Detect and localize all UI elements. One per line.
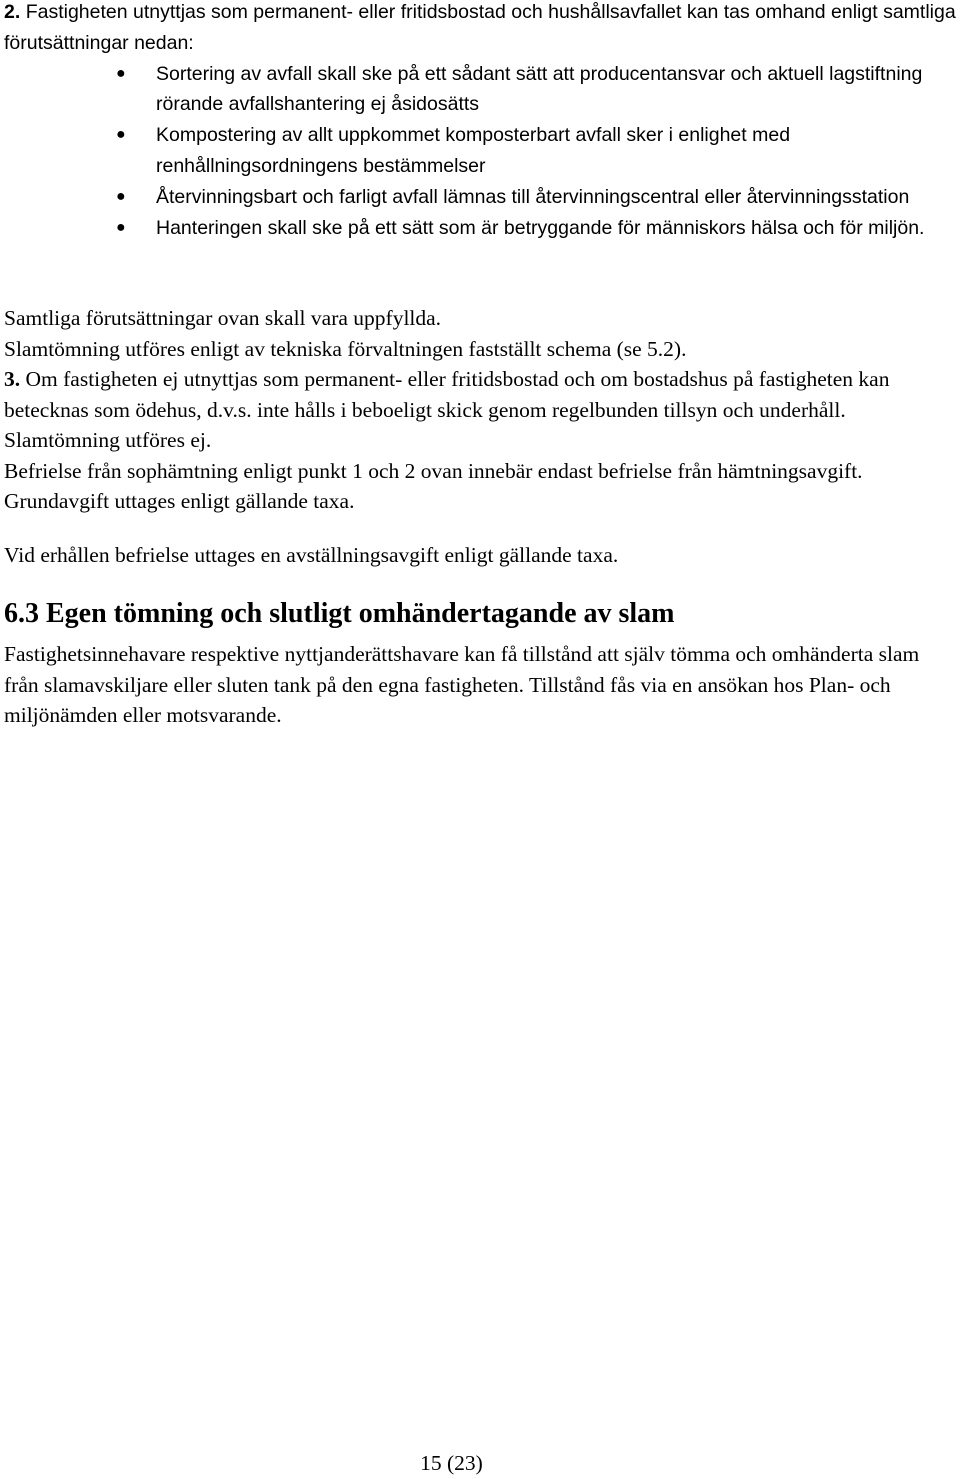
list-item-text: Kompostering av allt uppkommet komposterbart avfall sker i enlighet med renhållningsordningens bestämmelser	[156, 124, 791, 177]
section-number: 6.3	[4, 598, 39, 629]
bullet-icon: ●	[116, 218, 126, 236]
section-body-text: Fastighetsinnehavare respektive nyttjanderättshavare kan få tillstånd att själv tömma och omhänderta slam från slamavskiljare eller sluten tank på den egna fastigheten. Tillstånd fås via en ansökan hos Plan- och miljönämden eller motsvarande.	[4, 642, 920, 727]
list-item	[4, 120, 956, 182]
list-item	[4, 182, 956, 213]
item-2-intro-text: Fastigheten utnyttjas som permanent- eller fritidsbostad och hushållsavfallet kan tas omhand enligt samtliga förutsättningar nedan:	[4, 1, 956, 54]
bullet-icon: ●	[116, 64, 126, 82]
item-3-number: 3.	[4, 367, 21, 391]
item-2-block	[4, 0, 956, 243]
conditions-list	[4, 59, 956, 244]
item-2-intro	[4, 0, 956, 59]
item-2-number: 2.	[4, 1, 21, 23]
page-number: 15 (23)	[420, 1451, 483, 1475]
item-3-paragraph	[4, 364, 958, 456]
bullet-icon: ●	[116, 187, 126, 205]
item-3-text: Om fastigheten ej utnyttjas som permanent- eller fritidsbostad och om bostadshus på fastigheten kan betecknas som ödehus, d.v.s. inte hålls i beboeligt skick genom regelbunden tillsyn och underhåll. Slamtömning utföres ej.	[4, 367, 890, 452]
suspension-fee-text: Vid erhållen befrielse uttages en avställningsavgift enligt gällande taxa.	[4, 543, 619, 567]
list-item-text: Sortering av avfall skall ske på ett sådant sätt att producentansvar och aktuell lagstiftning rörande avfallshantering ej åsidosätts	[156, 62, 923, 116]
emptying-schedule-text: Slamtömning utföres enligt av tekniska förvaltningen fastställt schema (se 5.2).	[4, 336, 687, 361]
section-body-block	[4, 639, 958, 731]
list-item	[4, 213, 956, 244]
section-title: Egen tömning och slutligt omhändertagande av slam	[39, 598, 675, 629]
list-item-text: Hanteringen skall ske på ett sätt som är betryggande för människors hälsa och för miljön.	[156, 216, 925, 239]
section-heading	[4, 596, 675, 632]
suspension-fee-block	[4, 540, 958, 571]
list-item-text: Återvinningsbart och farligt avfall lämnas till återvinningscentral eller återvinningsstation	[156, 185, 910, 208]
exemption-note-text: Befrielse från sophämtning enligt punkt 1 och 2 ovan innebär endast befrielse från hämtningsavgift. Grundavgift uttages enligt gällande taxa.	[4, 458, 863, 513]
list-item	[4, 59, 956, 121]
bullet-icon: ●	[116, 126, 126, 144]
all-conditions-text: Samtliga förutsättningar ovan skall vara uppfyllda.	[4, 306, 442, 330]
conditions-summary-block	[4, 303, 958, 517]
